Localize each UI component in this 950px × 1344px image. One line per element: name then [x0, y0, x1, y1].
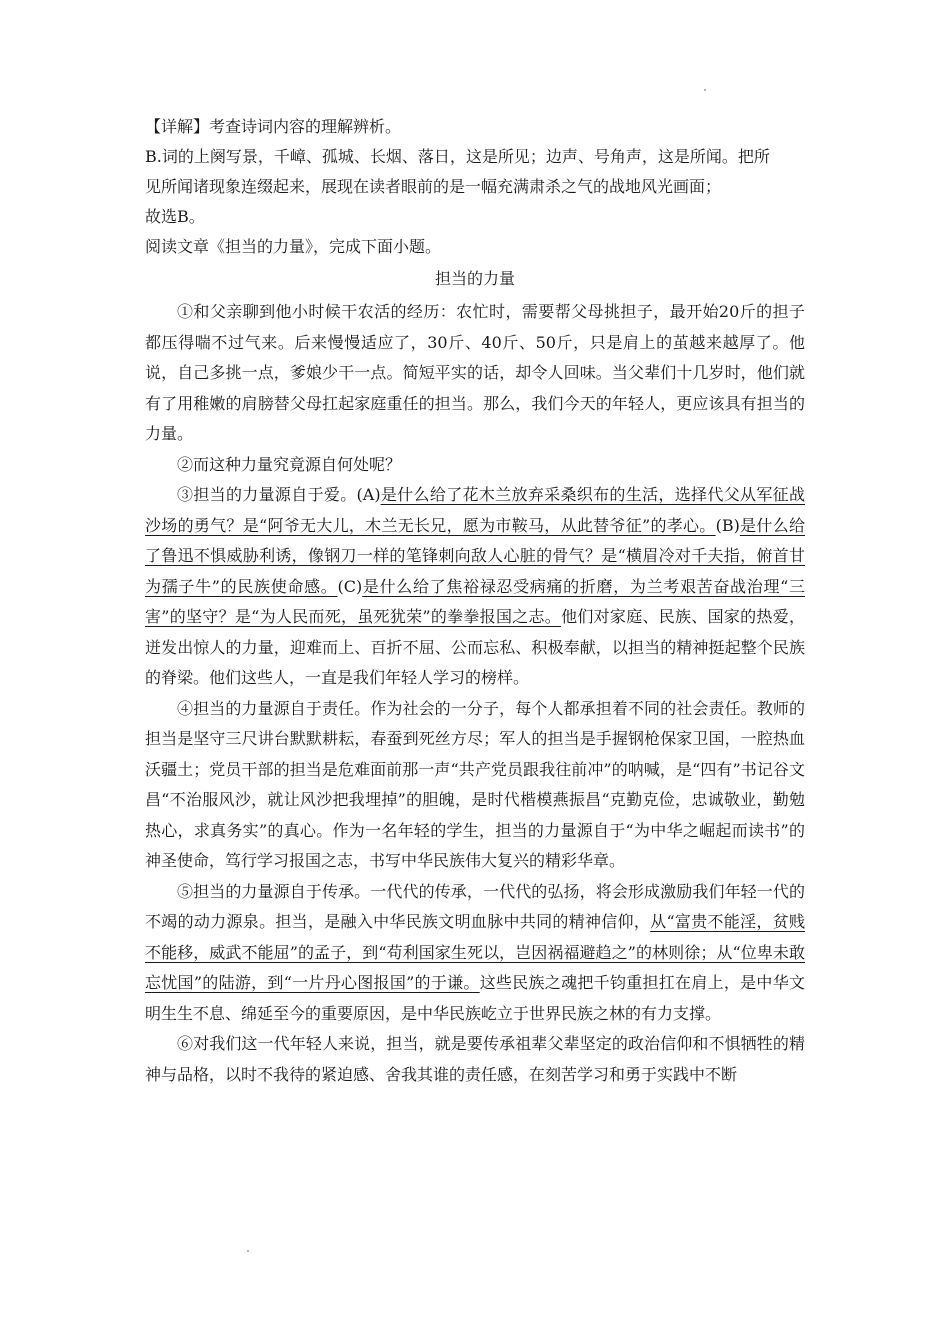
page-content: [145, 112, 805, 1090]
paragraph-5: [145, 877, 805, 1030]
underlined-sentence-c: 是什么给了焦裕禄忍受病痛的折磨，为兰考艰苦奋战治理“三害”的坚守？是“为人民而死，虽死犹荣”的拳拳报国之志。: [145, 576, 806, 626]
scan-dot-bottom: [247, 1250, 249, 1252]
paragraph-6: ⑥对我们这一代年轻人来说，担当，就是要传承祖辈父辈坚定的政治信仰和不惧牺牲的精神与品格，以时不我待的紧迫感、舍我其谁的责任感，在刻苦学习和勇于实践中不断: [145, 1034, 805, 1084]
answer-explanation-line-2: 见所闻诸现象连缀起来，展现在读者眼前的是一幅充满肃杀之气的战地风光画面；: [145, 177, 722, 196]
paragraph-4: ④担当的力量源自于责任。作为社会的一分子，每个人都承担着不同的社会责任。教师的担当是坚守三尺讲台默默耕耘，春蚕到死丝方尽；军人的担当是手握钢枪保家卫国，一腔热血沃疆土；党员干部的担当是危难面前那一声“共产党员跟我往前冲”的呐喊，是“四有”书记谷文昌“不治服风沙，就让风沙把我埋掉”的胆魄，是时代楷模燕振昌“克勤克俭，忠诚敬业，勤勉热心，求真务实”的真心。作为一名年轻的学生，担当的力量源自于“为中华之崛起而读书”的神圣使命，笃行学习报国之志，书写中华民族伟大复兴的精彩华章。: [145, 698, 805, 870]
underlined-sentence-a: 是什么给了花木兰放弃采桑织布的生活，选择代父从军征战沙场的勇气？是“阿爷无大儿，木兰无长兄，愿为市鞍马，从此替爷征”的孝心。: [145, 485, 805, 535]
scan-dot-top: [704, 89, 706, 91]
paragraph-3-intro: ③担当的力量源自于爱。(A): [177, 485, 381, 504]
paragraph-5-rest: 这些民族之魂把千钧重担扛在肩上，是中华文明生生不息、绵延至今的重要原因，是中华民族屹立于世界民族之林的有力支撑。: [145, 973, 805, 1023]
answer-choice: 故选B。: [145, 207, 205, 226]
underlined-sentence-b: 是什么给了鲁迅不惧威胁利诱，像钢刀一样的笔锋刺向敌人心脏的骨气？是“横眉冷对千夫指，俯首甘为孺子牛”的民族使命感。: [145, 515, 805, 596]
answer-detail: 【详解】考查诗词内容的理解辨析。: [145, 117, 402, 136]
marker-c: (C): [337, 576, 363, 596]
answer-explanation-line-1: B.词的上阕写景，千嶂、孤城、长烟、落日，这是所见；边声、号角声，这是所闻。把所: [145, 147, 770, 166]
reading-instruction: 阅读文章《担当的力量》，完成下面小题。: [145, 237, 442, 256]
paragraph-2: ②而这种力量究竟源自何处呢？: [177, 454, 402, 474]
underlined-examples: 从“富贵不能淫，贫贱不能移，威武不能屈”的孟子，到“苟利国家生死以，岂因祸福避趋之”的林则徐；从“位卑未敢忘忧国”的陆游，到“一片丹心图报国”的于谦。: [145, 912, 805, 992]
marker-b: (B): [715, 515, 740, 535]
paragraph-3: [145, 480, 805, 694]
article-title: 担当的力量: [434, 269, 515, 288]
paragraph-3-rest: 他们对家庭、民族、国家的热爱，迸发出惊人的力量，迎难而上、百折不屈、公而忘私、积极奉献，以担当的精神挺起整个民族的脊梁。他们这些人，一直是我们年轻人学习的榜样。: [145, 607, 805, 687]
paragraph-1: ①和父亲聊到他小时候干农活的经历：农忙时，需要帮父母挑担子，最开始20斤的担子都压得喘不过气来。后来慢慢适应了，30斤、40斤、50斤，只是肩上的茧越来越厚了。他说，自己多挑一点，爹娘少干一点。简短平实的话，却令人回味。当父辈们十几岁时，他们就有了用稚嫩的肩膀替父母扛起家庭重任的担当。那么，我们今天的年轻人，更应该具有担当的力量。: [145, 302, 805, 443]
paragraph-5-intro: ⑤担当的力量源自于传承。一代代的传承，一代代的弘扬，将会形成激励我们年轻一代的不竭的动力源泉。担当，是融入中华民族文明血脉中共同的精神信仰，: [145, 881, 805, 931]
